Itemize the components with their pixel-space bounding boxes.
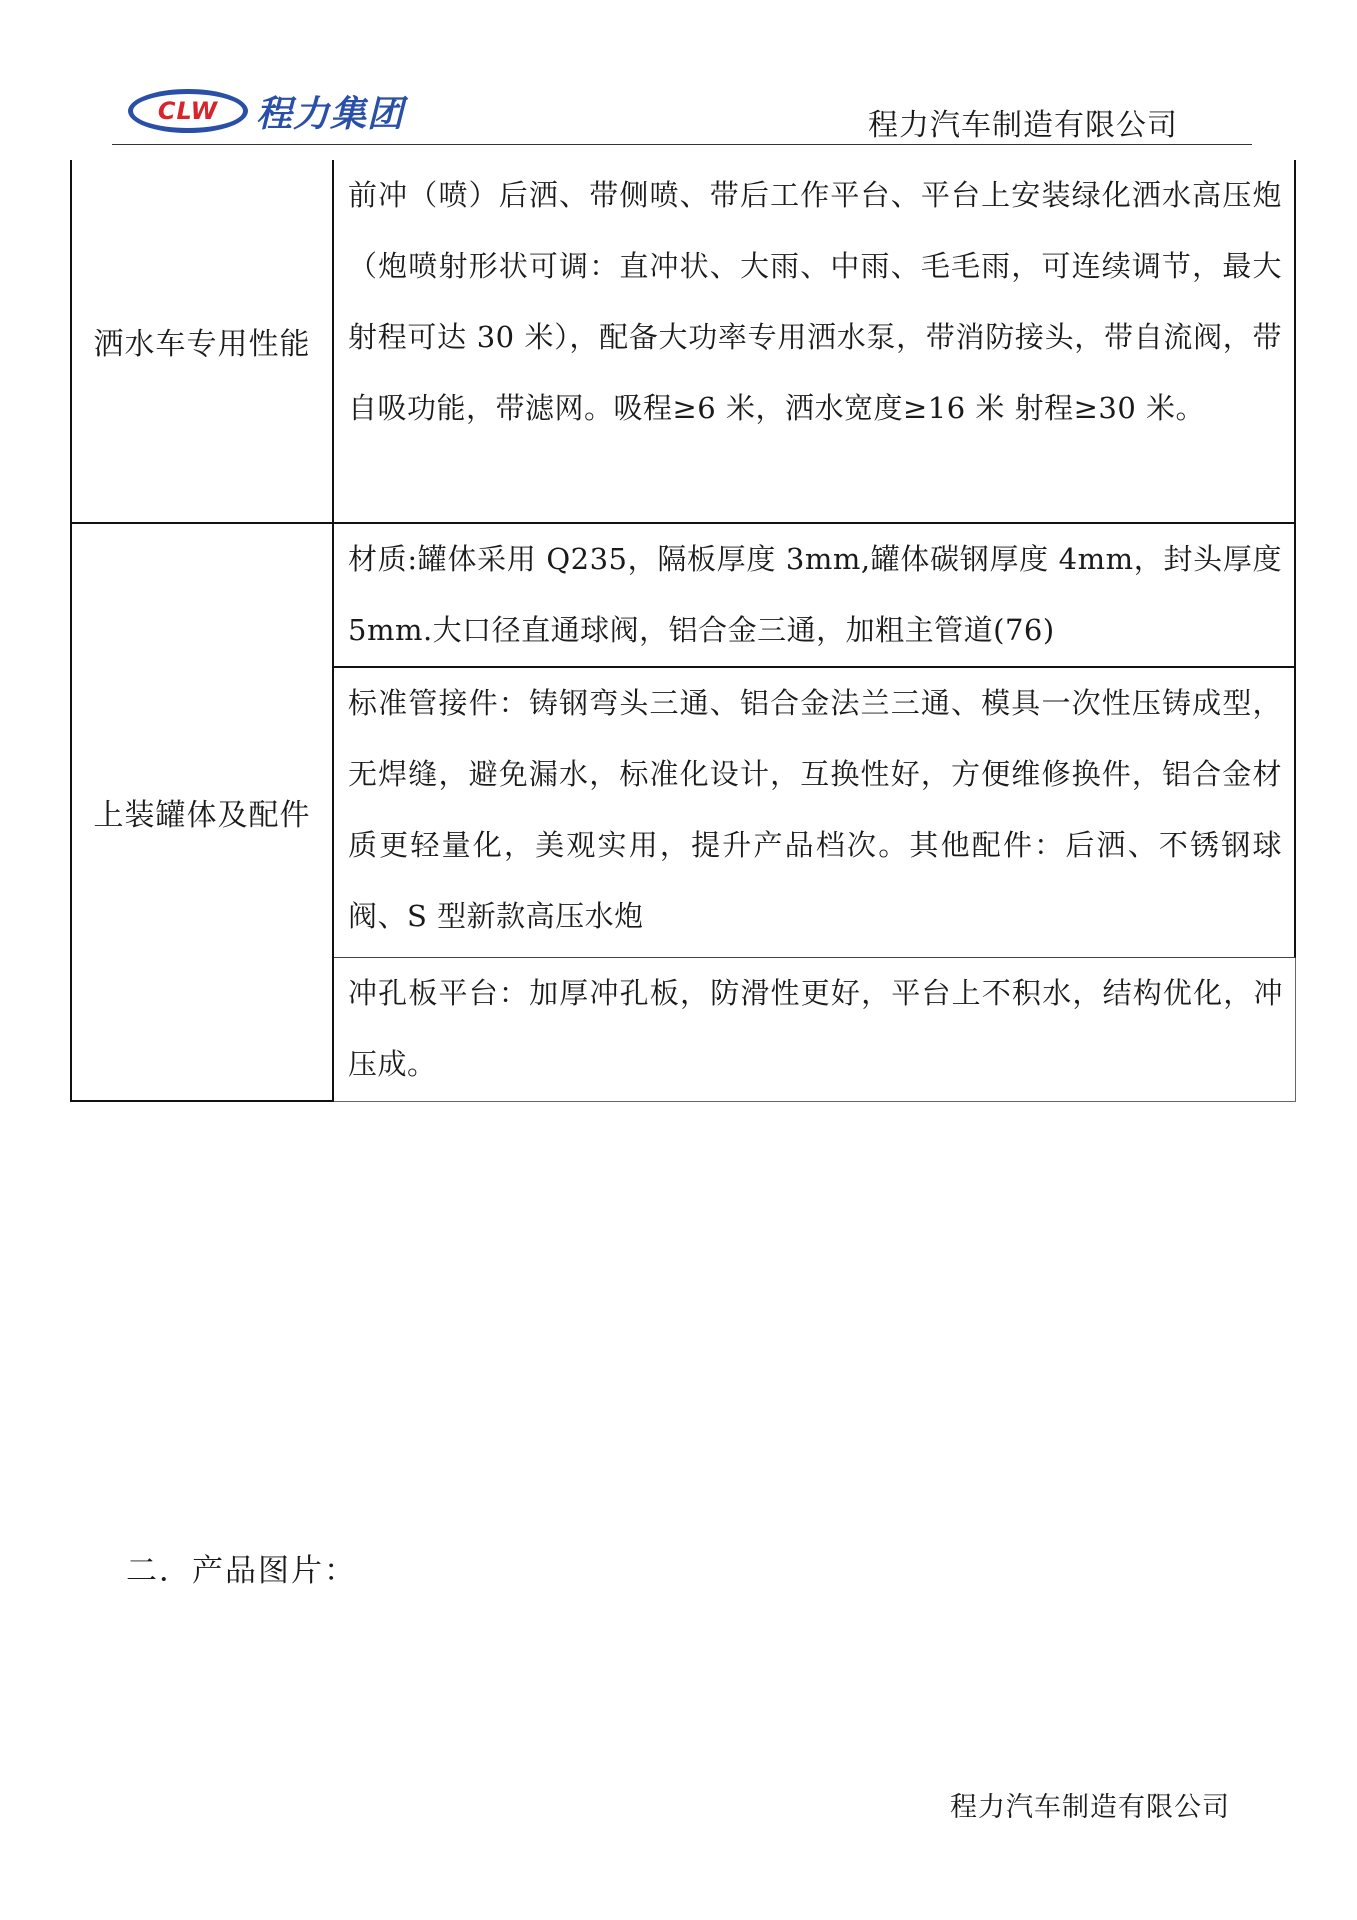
company-logo-icon	[128, 86, 404, 136]
spec-table	[70, 160, 1296, 1102]
footer-company-name: 程力汽车制造有限公司	[950, 1792, 1230, 1823]
table-row	[70, 160, 1296, 524]
row-content	[334, 524, 1296, 1102]
section-heading: 二．产品图片：	[126, 1553, 357, 1589]
content-cell: 前冲（喷）后洒、带侧喷、带后工作平台、平台上安装绿化洒水高压炮（炮喷射形状可调：直冲状、大雨、中雨、毛毛雨，可连续调节，最大射程可达 30 米），配备大功率专用洒水泵，带消防接头，带自流阀，带自吸功能，带滤网。吸程≥6 米，洒水宽度≥16 米 射程≥30 米。	[334, 160, 1296, 524]
logo-oval	[128, 89, 248, 133]
logo-mark: CLW	[157, 97, 219, 125]
content-cell: 标准管接件：铸钢弯头三通、铝合金法兰三通、模具一次性压铸成型，无焊缝，避免漏水，标准化设计，互换性好，方便维修换件，铝合金材质更轻量化，美观实用，提升产品档次。其他配件：后洒、不锈钢球阀、S 型新款高压水炮	[334, 668, 1296, 958]
header-divider	[112, 144, 1252, 145]
logo-text: 程力集团	[256, 93, 405, 135]
content-cell: 材质:罐体采用 Q235，隔板厚度 3mm,罐体碳钢厚度 4mm，封头厚度 5mm.大口径直通球阀，铝合金三通，加粗主管道(76)	[334, 524, 1296, 668]
row-content	[334, 160, 1296, 524]
header-company-name: 程力汽车制造有限公司	[868, 108, 1178, 143]
row-label: 洒水车专用性能	[70, 160, 334, 524]
row-label: 上装罐体及配件	[70, 524, 334, 1102]
table-row	[70, 524, 1296, 1102]
content-cell: 冲孔板平台：加厚冲孔板，防滑性更好，平台上不积水，结构优化，冲压成。	[334, 958, 1296, 1102]
